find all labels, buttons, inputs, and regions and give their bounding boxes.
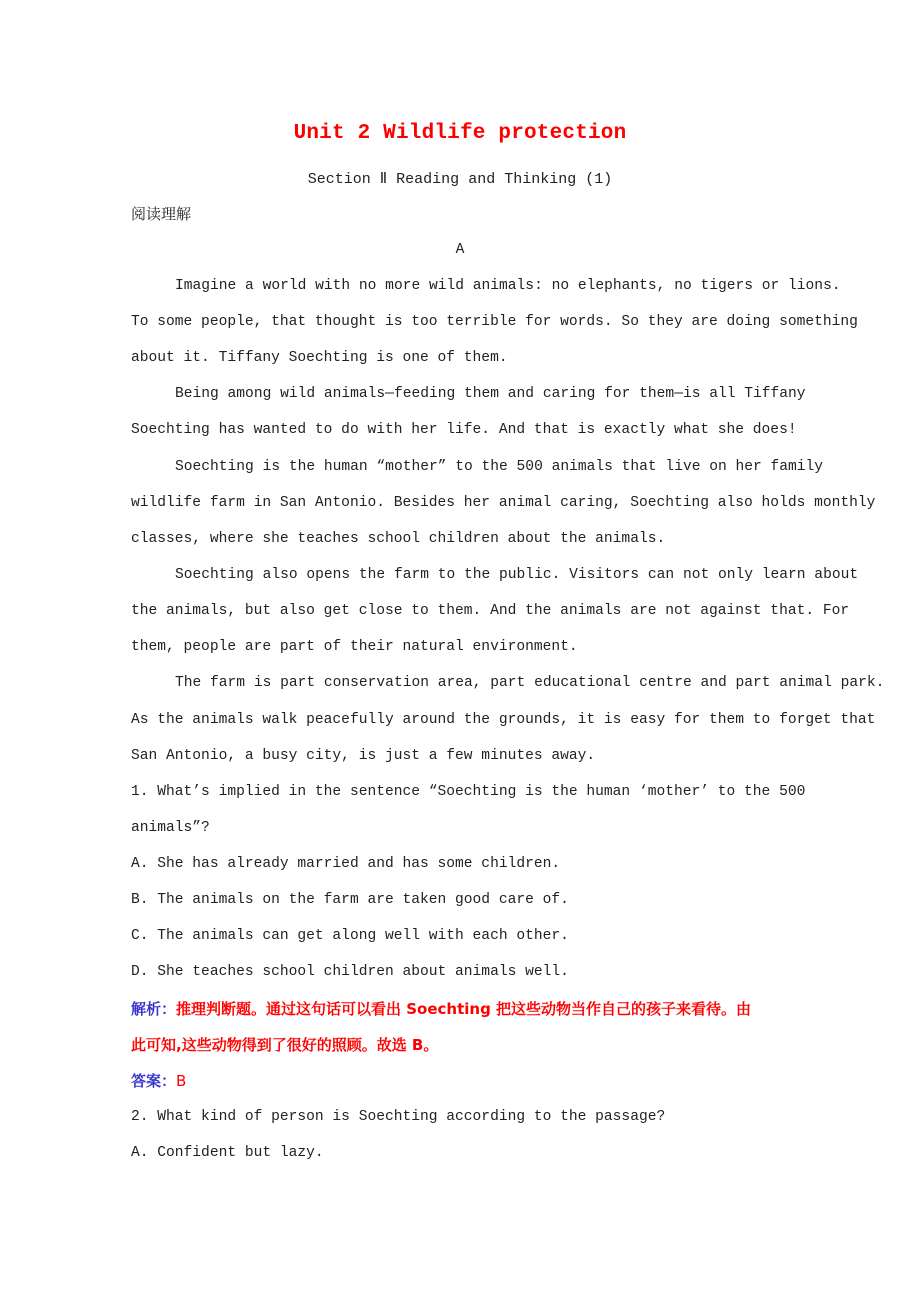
passage-line: classes, where she teaches school children about the animals. xyxy=(131,531,666,547)
answer-value: B xyxy=(176,1072,187,1090)
section-label: 阅读理解 xyxy=(131,205,192,223)
passage-label: A xyxy=(455,242,465,258)
passage-line: Being among wild animals—feeding them and caring for them—is all Tiffany xyxy=(175,386,806,402)
passage-line: wildlife farm in San Antonio. Besides her animal caring, Soechting also holds monthly xyxy=(131,495,876,511)
passage-line: Soechting is the human “mother” to the 500 animals that live on her family xyxy=(175,459,824,475)
document-title: Unit 2 Wildlife protection xyxy=(293,122,627,145)
passage-line: Soechting also opens the farm to the public. Visitors can not only learn about xyxy=(175,567,859,583)
passage-line: the animals, but also get close to them. And the animals are not against that. For xyxy=(131,603,850,619)
answer-label: 答案： xyxy=(131,1072,177,1090)
passage-line: To some people, that thought is too terrible for words. So they are doing something xyxy=(131,314,858,330)
passage-line: Imagine a world with no more wild animals: no elephants, no tigers or lions. xyxy=(175,278,841,294)
question-2-stem: 2. What kind of person is Soechting according to the passage? xyxy=(131,1109,666,1125)
document-subtitle: Section Ⅱ Reading and Thinking (1) xyxy=(307,171,613,188)
question-1-stem: 1. What’s implied in the sentence “Soechting is the human ‘mother’ to the 500 xyxy=(131,784,806,800)
question-1-analysis-cont: 此可知,这些动物得到了很好的照顾。故选 B。 xyxy=(131,1036,439,1054)
passage-line: about it. Tiffany Soechting is one of them. xyxy=(131,350,508,366)
passage-line: San Antonio, a busy city, is just a few minutes away. xyxy=(131,748,596,764)
passage-line: As the animals walk peacefully around the grounds, it is easy for them to forget that xyxy=(131,712,876,728)
analysis-label: 解析： xyxy=(131,1000,177,1018)
passage-line: Soechting has wanted to do with her life. And that is exactly what she does! xyxy=(131,422,797,438)
passage-line: them, people are part of their natural environment. xyxy=(131,639,578,655)
question-1-stem: animals”? xyxy=(131,820,210,836)
analysis-text: 推理判断题。通过这句话可以看出 Soechting 把这些动物当作自己的孩子来看待。由 xyxy=(176,1000,752,1018)
question-2-option-a: A. Confident but lazy. xyxy=(131,1145,324,1161)
question-1-answer xyxy=(131,1071,789,1091)
question-1-option-b: B. The animals on the farm are taken good care of. xyxy=(131,892,569,908)
question-1-analysis xyxy=(131,999,789,1019)
question-1-option-c: C. The animals can get along well with each other. xyxy=(131,928,569,944)
question-1-option-a: A. She has already married and has some children. xyxy=(131,856,561,872)
passage-line: The farm is part conservation area, part educational centre and part animal park. xyxy=(175,675,885,691)
question-1-option-d: D. She teaches school children about animals well. xyxy=(131,964,569,980)
